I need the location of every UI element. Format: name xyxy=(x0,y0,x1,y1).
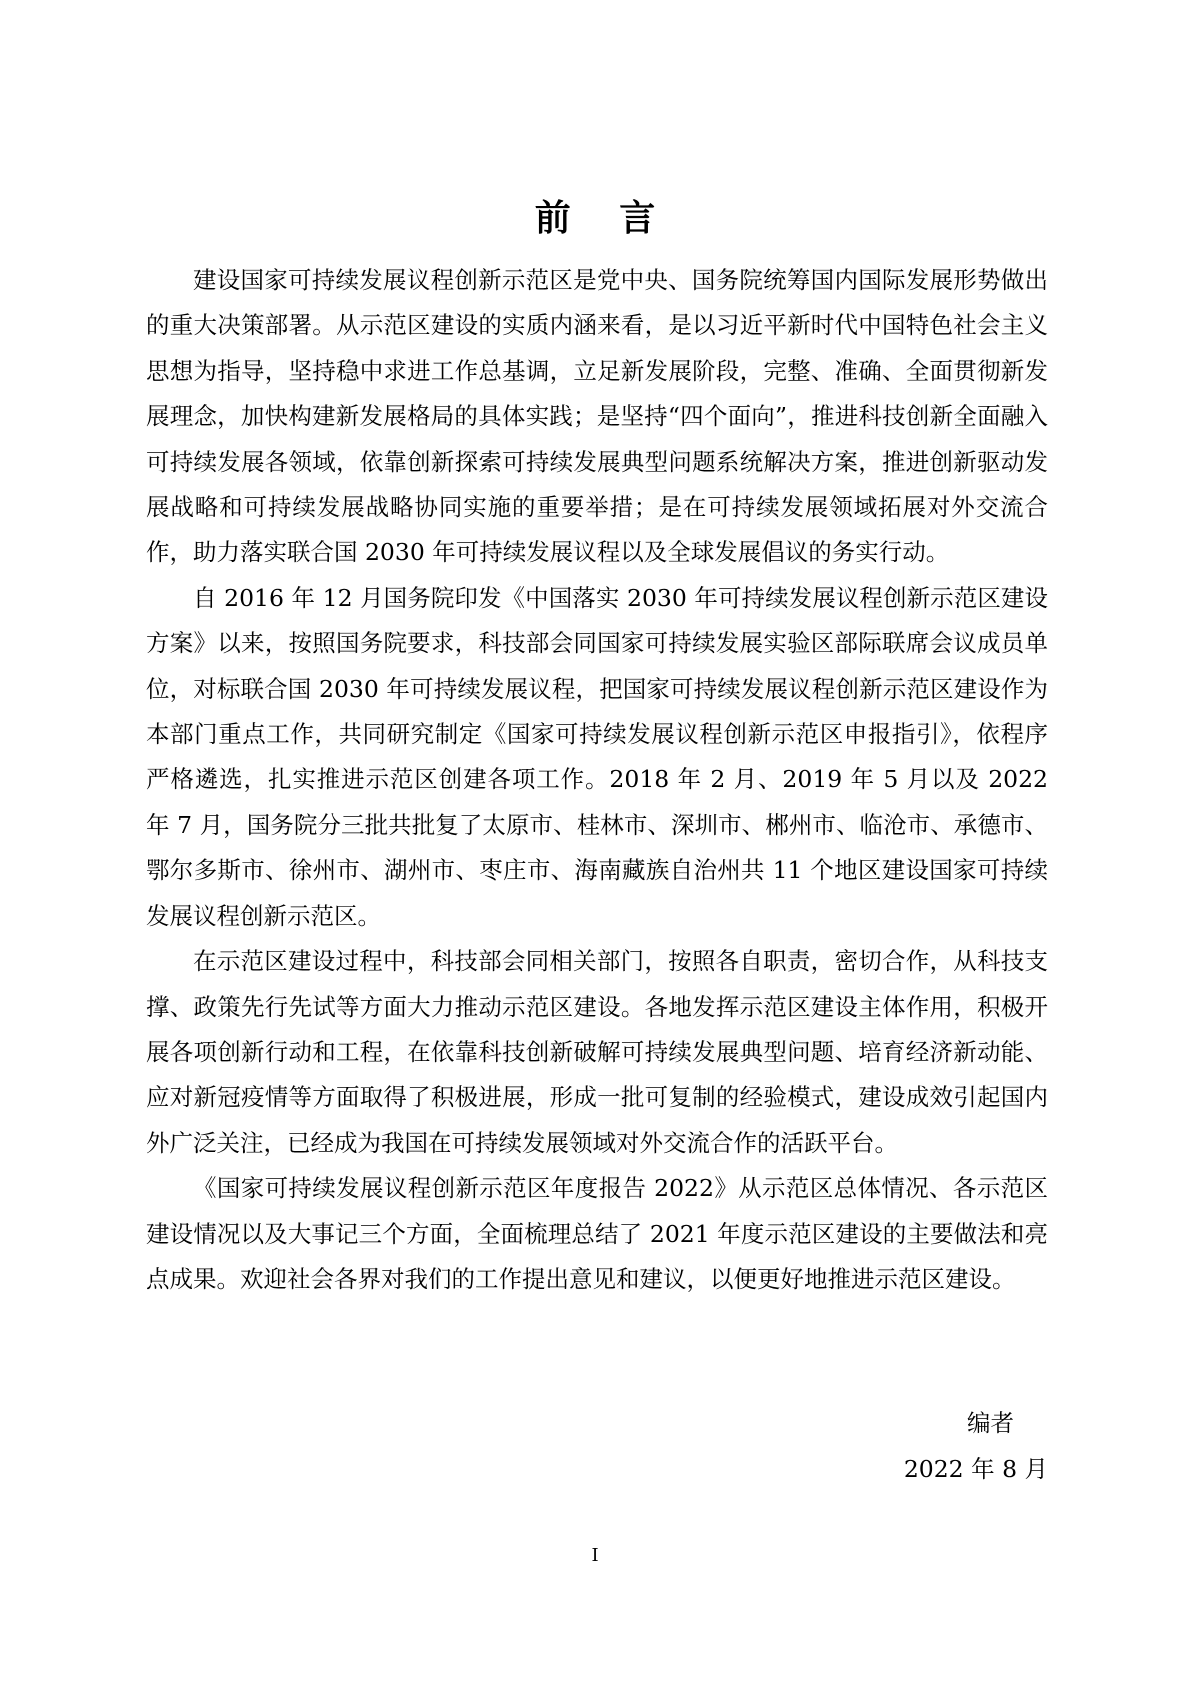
paragraph-2: 自 2016 年 12 月国务院印发《中国落实 2030 年可持续发展议程创新示范区建设方案》以来，按照国务院要求，科技部会同国家可持续发展实验区部际联席会议成员单位，对标联合国 2030 年可持续发展议程，把国家可持续发展议程创新示范区建设作为本部门重点工作，共同研究制定《国家可持续发展议程创新示范区申报指引》，依程序严格遴选，扎实推进示范区创建各项工作。2018 年 2 月、2019 年 5 月以及 2022 年 7 月，国务院分三批共批复了太原市、桂林市、深圳市、郴州市、临沧市、承德市、鄂尔多斯市、徐州市、湖州市、枣庄市、海南藏族自治州共 11 个地区建设国家可持续发展议程创新示范区。 xyxy=(146,583,1048,930)
signature-date: 2022 年 8 月 xyxy=(903,1455,1048,1483)
page-number: I xyxy=(591,1545,599,1566)
page-title: 前 言 xyxy=(534,197,674,240)
signature-editor: 编者 xyxy=(967,1409,1014,1437)
signature-block xyxy=(904,1400,1048,1492)
paragraph-1: 建设国家可持续发展议程创新示范区是党中央、国务院统筹国内国际发展形势做出的重大决策部署。从示范区建设的实质内涵来看，是以习近平新时代中国特色社会主义思想为指导，坚持稳中求进工作总基调，立足新发展阶段，完整、准确、全面贯彻新发展理念，加快构建新发展格局的具体实践；是坚持“四个面向”，推进科技创新全面融入可持续发展各领域，依靠创新探索可持续发展典型问题系统解决方案，推进创新驱动发展战略和可持续发展战略协同实施的重要举措；是在可持续发展领域拓展对外交流合作，助力落实联合国 2030 年可持续发展议程以及全球发展倡议的务实行动。 xyxy=(146,266,1048,567)
preface-body xyxy=(146,258,1048,1302)
paragraph-4: 《国家可持续发展议程创新示范区年度报告 2022》从示范区总体情况、各示范区建设情况以及大事记三个方面，全面梳理总结了 2021 年度示范区建设的主要做法和亮点成果。欢迎社会各界对我们的工作提出意见和建议，以便更好地推进示范区建设。 xyxy=(146,1174,1048,1293)
paragraph-3: 在示范区建设过程中，科技部会同相关部门，按照各自职责，密切合作，从科技支撑、政策先行先试等方面大力推动示范区建设。各地发挥示范区建设主体作用，积极开展各项创新行动和工程，在依靠科技创新破解可持续发展典型问题、培育经济新动能、应对新冠疫情等方面取得了积极进展，形成一批可复制的经验模式，建设成效引起国内外广泛关注，已经成为我国在可持续发展领域对外交流合作的活跃平台。 xyxy=(146,947,1048,1157)
